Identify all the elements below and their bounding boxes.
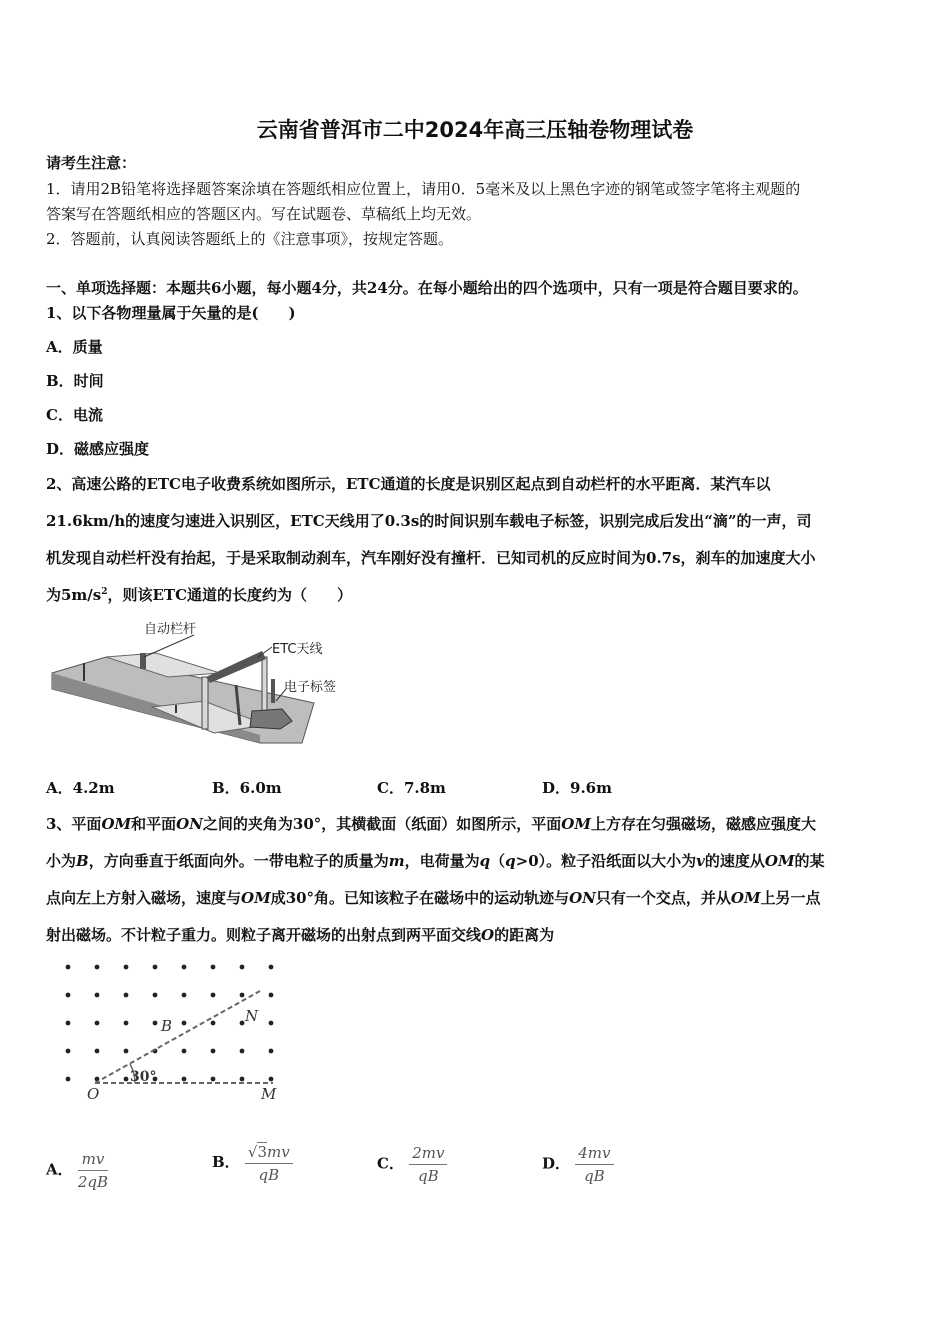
q1-option-c: C．电流 [46, 406, 103, 424]
q2-line-1: 2、高速公路的ETC电子收费系统如图所示，ETC通道的长度是识别区起点到自动栏杆的水平距离．某汽车以 [46, 475, 771, 493]
field-dot [240, 1049, 245, 1054]
q3-option-b-fraction: $\frac{√3mv}{qB}$ [245, 1142, 293, 1184]
field-dot [95, 1021, 100, 1026]
q3-line-4: 射出磁场。不计粒子重力。则粒子离开磁场的出射点到两平面交线O的距离为 [46, 926, 555, 944]
etc-figure [44, 615, 354, 750]
field-dot [211, 993, 216, 998]
label-n: N [245, 1007, 259, 1025]
field-dot [153, 965, 158, 970]
q3-option-d-label: D． [542, 1154, 571, 1173]
q2-option-c: C．7.8m [377, 779, 446, 797]
field-dot [269, 965, 274, 970]
field-dot [95, 965, 100, 970]
field-dot [124, 1021, 129, 1026]
q3-option-a [46, 1150, 108, 1191]
q3-option-d [542, 1144, 614, 1185]
label-antenna: ETC天线 [272, 642, 323, 657]
q2-line-4 [46, 584, 352, 605]
q3-option-b-label: B． [212, 1153, 240, 1171]
field-dot [182, 1021, 187, 1026]
field-dot [66, 993, 71, 998]
label-b: B [161, 1017, 173, 1035]
field-dot [182, 965, 187, 970]
field-dot [66, 965, 71, 970]
field-dot [269, 1021, 274, 1026]
q1-option-d: D．磁感应强度 [46, 440, 150, 458]
notice-heading: 请考生注意： [46, 154, 137, 172]
field-dot [240, 1021, 245, 1026]
q2-line-2: 21.6km/h的速度匀速进入识别区，ETC天线用了0.3s的时间识别车载电子标签，识别完成后发出“滴”的一声，司 [46, 512, 812, 530]
q2-option-d: D．9.6m [542, 779, 612, 797]
field-dot [211, 965, 216, 970]
label-m: M [261, 1085, 277, 1103]
q1-option-a: A．质量 [46, 338, 103, 356]
booth-pole-left [140, 653, 146, 669]
q1-stem: 1、以下各物理量属于矢量的是( ) [46, 304, 296, 322]
field-dot [95, 993, 100, 998]
q2-option-b: B．6.0m [212, 779, 282, 797]
notice-line-1a: 1．请用2B铅笔将选择题答案涂填在答题纸相应位置上，请用0．5毫米及以上黑色字迹的钢笔或签字笔将主观题的 [46, 180, 801, 198]
leader-line-barrier [144, 635, 194, 657]
q3-option-a-fraction: $\frac{mv}{2qB}$ [77, 1150, 109, 1191]
field-dot [66, 1049, 71, 1054]
magnetic-field-figure [55, 955, 295, 1105]
q2-superscript: 2 [101, 587, 108, 597]
page-title: 云南省普洱市二中2024年高三压轴卷物理试卷 [256, 118, 694, 142]
field-dot [124, 965, 129, 970]
q2-option-a: A．4.2m [46, 779, 115, 797]
section-heading: 一、单项选择题：本题共6小题，每小题4分，共24分。在每小题给出的四个选项中，只有一项是符合题目要求的。 [46, 279, 808, 297]
field-dot [269, 1049, 274, 1054]
field-dot [66, 1021, 71, 1026]
q3-option-c [377, 1144, 447, 1185]
field-dot [182, 1049, 187, 1054]
field-dot [269, 1077, 274, 1082]
notice-line-1b: 答案写在答题纸相应的答题区内。写在试题卷、草稿纸上均无效。 [46, 205, 482, 223]
q2-line-4-post: ，则该ETC通道的长度约为（ ） [107, 586, 353, 604]
q3-option-d-fraction: $\frac{4mv}{qB}$ [575, 1144, 613, 1185]
gantry-post-left [202, 677, 208, 729]
field-dot [95, 1049, 100, 1054]
q1-option-b: B．时间 [46, 372, 104, 390]
field-dot [124, 1049, 129, 1054]
field-dot [211, 1021, 216, 1026]
field-dot [182, 1077, 187, 1082]
notice-line-2: 2．答题前，认真阅读答题纸上的《注意事项》，按规定答题。 [46, 230, 454, 248]
q2-line-3: 机发现自动栏杆没有抬起，于是采取制动刹车，汽车刚好没有撞杆．已知司机的反应时间为0.7s，刹车的加速度大小 [46, 549, 816, 567]
field-dot [211, 1049, 216, 1054]
label-o: O [87, 1085, 100, 1103]
field-dot [124, 993, 129, 998]
q3-line-3: 点向左上方射入磁场，速度与OM成30°角。已知该粒子在磁场中的运动轨迹与ON只有一个交点，并从OM上另一点 [46, 889, 821, 907]
q3-option-c-label: C． [377, 1154, 404, 1173]
angle-label: 30° [130, 1069, 157, 1085]
label-barrier: 自动栏杆 [144, 622, 197, 637]
plane-on-line [95, 991, 260, 1083]
field-dot [66, 1077, 71, 1082]
q3-option-b [212, 1142, 293, 1184]
field-dot [182, 993, 187, 998]
field-dot [211, 1077, 216, 1082]
gantry-beam [206, 651, 266, 683]
antenna-pole [271, 679, 275, 703]
q3-option-c-fraction: $\frac{2mv}{qB}$ [409, 1144, 447, 1185]
field-dot [240, 1077, 245, 1082]
field-dot [269, 993, 274, 998]
field-dot [240, 965, 245, 970]
q3-line-2: 小为B，方向垂直于纸面向外。一带电粒子的质量为m，电荷量为q（q>0）。粒子沿纸面以大小为v的速度从OM的某 [46, 852, 825, 870]
q3-option-a-label: A． [46, 1160, 73, 1179]
field-dot [153, 993, 158, 998]
field-dot [240, 993, 245, 998]
field-dot [124, 1077, 129, 1082]
q3-line-1: 3、平面OM和平面ON之间的夹角为30°，其横截面（纸面）如图所示，平面OM上方存在匀强磁场，磁感应强度大 [46, 815, 816, 833]
label-tag: 电子标签 [284, 680, 337, 695]
field-dot [153, 1021, 158, 1026]
q2-line-4-pre: 为5m/s [46, 586, 102, 604]
